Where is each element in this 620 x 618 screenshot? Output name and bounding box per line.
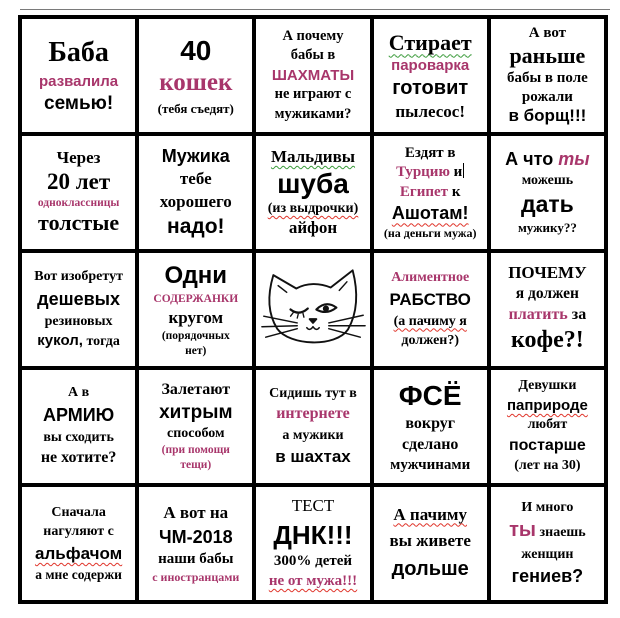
bingo-cell-r1c4	[374, 19, 487, 132]
cell-line-segment: кукол,	[37, 331, 83, 349]
cell-line: должен?)	[401, 333, 460, 349]
cell-line: рожали	[521, 88, 573, 105]
bingo-cell-r2c2	[139, 136, 252, 249]
bingo-cell-r3c5	[491, 253, 604, 366]
cell-line: (на деньги мужа)	[383, 225, 477, 240]
cell-line: тещи)	[180, 459, 212, 472]
cell-line: надо!	[167, 214, 225, 238]
cell-line: шуба	[277, 168, 349, 200]
cell-line: ПОЧЕМУ	[508, 263, 587, 283]
cell-line: айфон	[288, 217, 338, 237]
cell-line: А вот	[528, 25, 567, 42]
bingo-cell-r5c1	[22, 487, 135, 600]
cell-line: (тебя съедят)	[157, 101, 234, 117]
cell-line: дать	[520, 190, 574, 217]
cell-line: СОДЕРЖАНКИ	[153, 292, 239, 305]
cell-line: 300% детей	[273, 553, 353, 570]
cell-line: с иностранцами	[152, 570, 240, 585]
cell-line: А почему	[282, 28, 344, 45]
cell-line: АРМИЮ	[42, 404, 115, 425]
cell-line: И много	[521, 499, 574, 515]
cat-nose	[310, 319, 317, 323]
cell-line: (из выдрочки)	[267, 200, 359, 216]
cat-face-icon	[259, 256, 367, 364]
cell-line: в шахтах	[275, 447, 351, 467]
bingo-cell-r5c3	[256, 487, 369, 600]
cell-line: паприроде	[506, 397, 588, 415]
cell-line-segment: ты	[509, 519, 536, 542]
cat-right-pupil	[323, 305, 329, 311]
bingo-cell-r5c2	[139, 487, 252, 600]
cell-line: А в	[68, 385, 90, 401]
cell-line: раньше	[509, 42, 586, 68]
cell-line	[37, 331, 120, 352]
cell-line	[509, 517, 586, 545]
page-top-rule	[20, 9, 610, 10]
bingo-cell-r2c1	[22, 136, 135, 249]
cell-line: не хотите?	[40, 449, 117, 467]
bingo-cell-r4c1	[22, 370, 135, 483]
cell-line: кошек	[159, 68, 233, 96]
cell-line: любят	[527, 417, 568, 433]
cell-line: Стирает	[388, 30, 472, 56]
bingo-cell-r2c5	[491, 136, 604, 249]
text-cursor	[463, 163, 464, 178]
cell-line: РАБСТВО	[389, 289, 471, 309]
cell-line: а мне содержи	[35, 566, 122, 582]
cell-line: в борщ!!!	[508, 105, 587, 125]
cell-line: Вот изобретут	[34, 269, 123, 285]
cat-head-outline	[269, 270, 356, 342]
cell-line: не играют с	[274, 86, 352, 103]
cat-mouth	[307, 326, 319, 329]
bingo-cell-r4c4	[374, 370, 487, 483]
cell-line: резиновых	[44, 313, 113, 329]
cell-line: одноклассницы	[37, 197, 120, 210]
cell-line-segment: тогда	[86, 333, 120, 349]
cell-line: 40	[180, 34, 212, 66]
cell-line: мужиками?	[274, 105, 352, 122]
cell-line: гениев?	[511, 566, 584, 587]
cell-line: семью!	[44, 92, 114, 114]
bingo-cell-r4c5	[491, 370, 604, 483]
bingo-cell-r1c2	[139, 19, 252, 132]
cell-line: ЧМ-2018	[158, 526, 233, 547]
cell-line-segment: А что	[505, 149, 554, 170]
cell-line: вы живете	[389, 531, 471, 550]
bingo-cell-r4c2	[139, 370, 252, 483]
cell-line: развалила	[39, 73, 119, 91]
cell-line-segment: за	[571, 305, 587, 323]
bingo-cell-r3c4	[374, 253, 487, 366]
cell-line: дешевых	[37, 288, 121, 309]
cell-line-segment: ты	[558, 149, 590, 170]
cell-line: нет)	[185, 344, 207, 357]
cell-line: способом	[166, 426, 225, 442]
cell-line: не от мужа!!!	[268, 573, 358, 590]
cell-line: вокруг	[405, 415, 456, 433]
cell-line: мужику??	[517, 219, 577, 235]
cell-line: кофе?!	[511, 327, 584, 354]
cell-line: можешь	[521, 172, 574, 188]
bingo-cell-r1c3	[256, 19, 369, 132]
cell-line-segment: и	[453, 164, 463, 181]
cell-line: ТЕСТ	[291, 495, 335, 515]
bingo-cell-r4c3	[256, 370, 369, 483]
cell-line: пароварка	[391, 56, 470, 74]
cell-line: (лет на 30)	[514, 457, 581, 473]
cell-line: я должен	[515, 285, 579, 303]
cell-line: хитрым	[159, 401, 233, 423]
cell-line: хорошего	[159, 191, 232, 211]
cell-line: наши бабы	[158, 550, 234, 567]
cell-line: (порядочных	[161, 329, 230, 342]
cell-line: Баба	[48, 37, 109, 69]
cell-line: сделано	[401, 435, 459, 453]
cell-line: Ездят в	[404, 144, 456, 161]
cell-line: Сидишь тут в	[269, 385, 357, 401]
bingo-cell-r5c5	[491, 487, 604, 600]
cell-line: а мужики	[282, 427, 344, 443]
cell-line-segment: знаешь	[539, 525, 586, 541]
cell-line: Ашотам!	[391, 203, 469, 224]
cell-line: вы сходить	[43, 429, 114, 445]
cell-line: ШАХМАТЫ	[271, 66, 355, 84]
cell-line: интернете	[276, 405, 350, 423]
cell-line: кругом	[168, 307, 224, 327]
cell-line: Алиментное	[391, 270, 470, 286]
cell-line: бабы в поле	[506, 70, 588, 87]
cell-line-segment: к	[451, 183, 461, 200]
bingo-card	[18, 15, 608, 604]
cell-line	[396, 163, 464, 183]
cell-line	[400, 183, 461, 203]
cell-line	[509, 305, 587, 326]
cell-line: готовит	[392, 76, 469, 99]
cell-line: А вот на	[163, 502, 229, 522]
cell-line: Сначала	[51, 504, 106, 520]
cell-line: альфачом	[34, 543, 123, 563]
cell-line-segment: Турцию	[396, 164, 450, 181]
cell-line	[505, 148, 589, 171]
bingo-cell-r3c2	[139, 253, 252, 366]
cell-line: ДНК!!!	[273, 519, 353, 550]
cell-line: Мужика	[161, 146, 230, 167]
cell-line-segment: Египет	[399, 183, 449, 200]
cell-line: тебе	[179, 169, 212, 189]
cell-line: (при помощи	[161, 444, 230, 457]
bingo-cell-r1c1	[22, 19, 135, 132]
bingo-cell-r3c3-free	[256, 253, 369, 366]
cell-line: А пачиму	[393, 504, 467, 524]
cell-line: постарше	[508, 437, 586, 455]
cell-line: Через	[56, 147, 101, 167]
bingo-cell-r5c4	[374, 487, 487, 600]
cell-line-segment: платить	[508, 305, 568, 323]
cell-line: (а пачиму я	[393, 313, 467, 329]
cell-line: толстые	[38, 210, 120, 236]
cell-line: дольше	[391, 558, 469, 581]
bingo-cell-r1c5	[491, 19, 604, 132]
bingo-cell-r2c3	[256, 136, 369, 249]
cell-line: женщин	[521, 546, 574, 562]
cell-line: мужчинами	[390, 456, 471, 473]
cell-line: Девушки	[518, 378, 577, 394]
cell-line: бабы в	[290, 47, 336, 64]
bingo-cell-r2c4	[374, 136, 487, 249]
cell-line: Одни	[164, 262, 228, 290]
cell-line: Залетают	[161, 380, 231, 398]
bingo-cell-r3c1	[22, 253, 135, 366]
cell-line: нагуляют с	[43, 524, 114, 540]
cell-line: пылесос!	[395, 101, 465, 121]
cell-line: ФСЁ	[398, 379, 462, 411]
cell-line: 20 лет	[47, 169, 111, 195]
cell-line: Мальдивы	[270, 146, 356, 166]
